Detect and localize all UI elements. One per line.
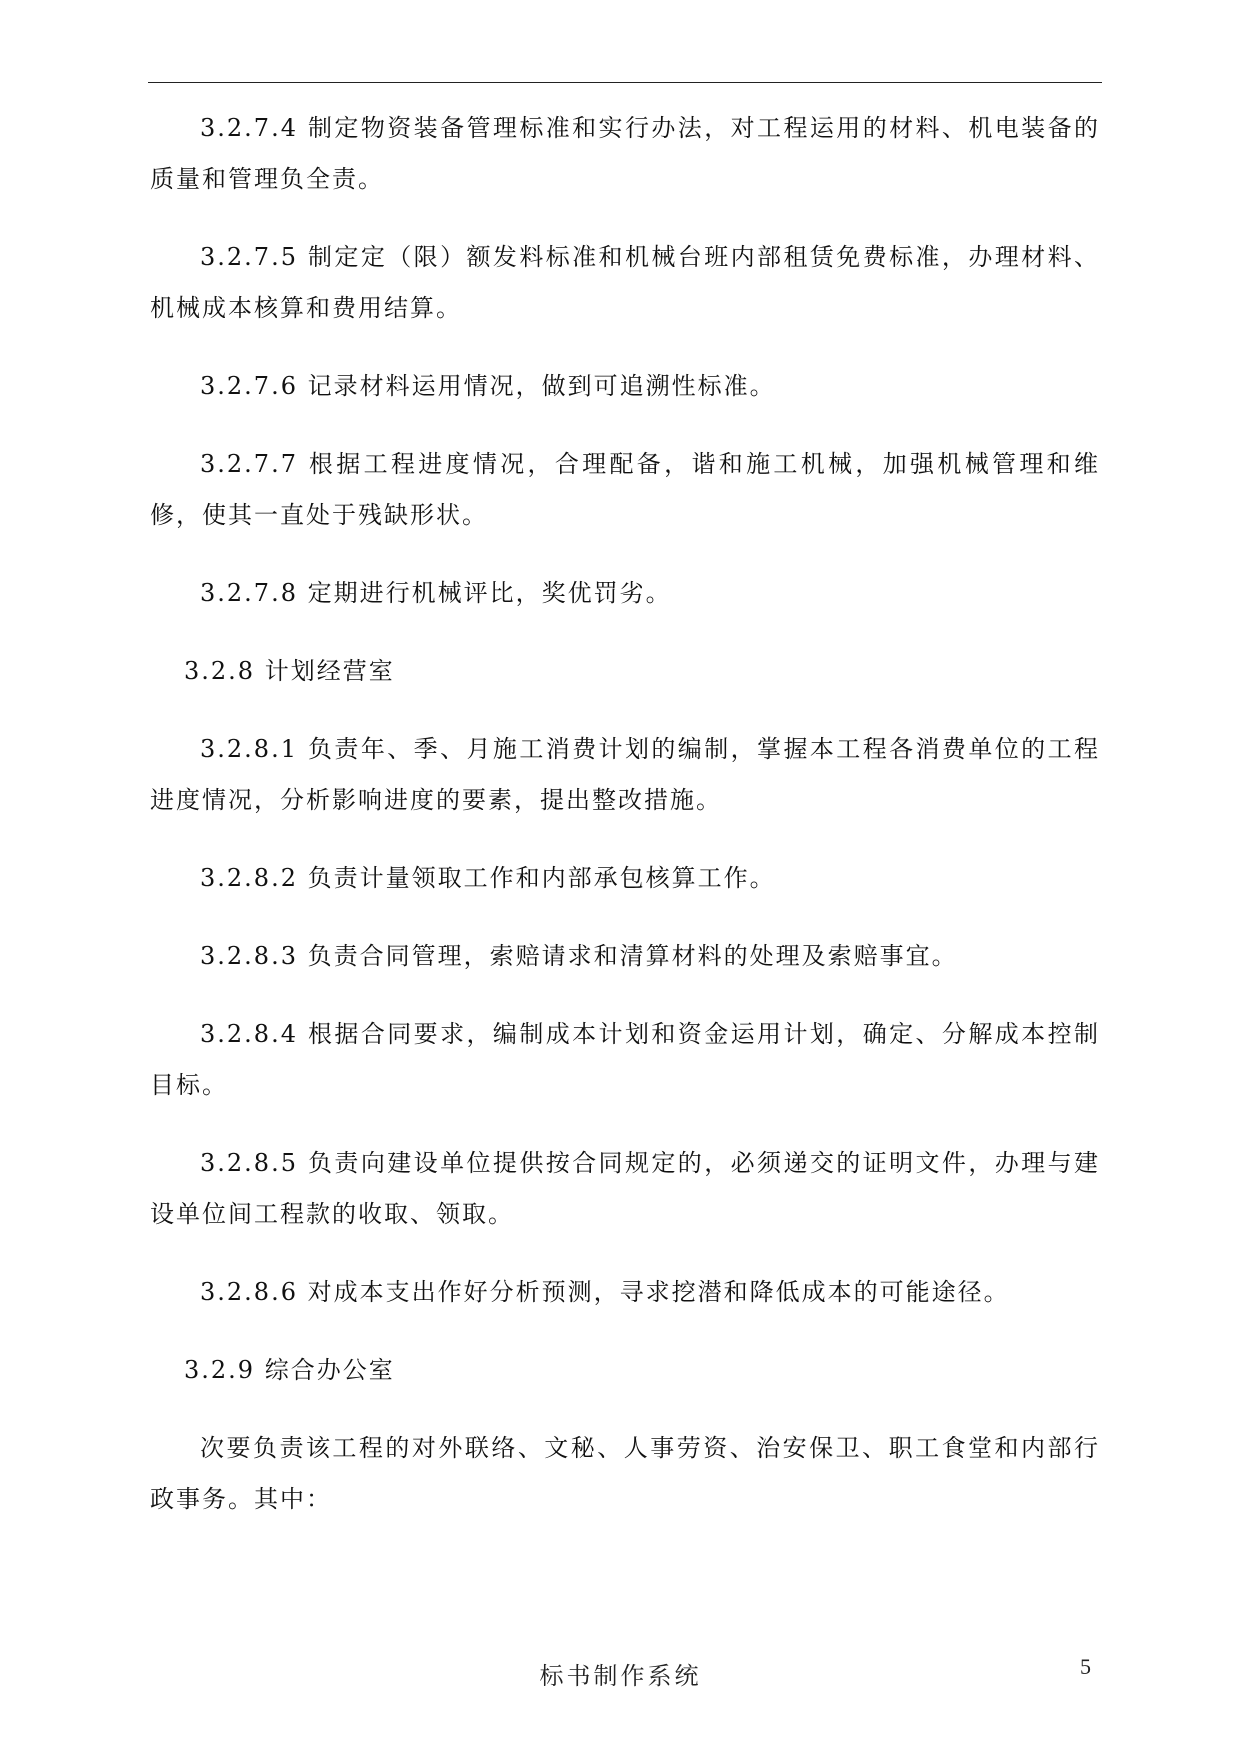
paragraph-3-2-8-5: 3.2.8.5 负责向建设单位提供按合同规定的，必须递交的证明文件，办理与建设单位间工程款的收取、领取。 bbox=[150, 1149, 1100, 1228]
page-number: 5 bbox=[1080, 1654, 1091, 1679]
paragraph-3-2-8-2: 3.2.8.2 负责计量领取工作和内部承包核算工作。 bbox=[200, 864, 776, 892]
footer-title: 标书制作系统 bbox=[539, 1662, 702, 1690]
paragraph-3-2-8-3: 3.2.8.3 负责合同管理，索赔请求和清算材料的处理及索赔事宜。 bbox=[200, 942, 958, 970]
paragraph-3-2-7-7: 3.2.7.7 根据工程进度情况，合理配备，谐和施工机械，加强机械管理和维修，使其一直处于残缺形状。 bbox=[150, 450, 1100, 529]
header-rule bbox=[148, 82, 1102, 83]
paragraph-3-2-8-1: 3.2.8.1 负责年、季、月施工消费计划的编制，掌握本工程各消费单位的工程进度情况，分析影响进度的要素，提出整改措施。 bbox=[150, 735, 1100, 814]
section-heading-3-2-9: 3.2.9 综合办公室 bbox=[184, 1356, 395, 1384]
paragraph-3-2-9-body: 次要负责该工程的对外联络、文秘、人事劳资、治安保卫、职工食堂和内部行政事务。其中： bbox=[150, 1434, 1100, 1513]
paragraph-3-2-7-5: 3.2.7.5 制定定（限）额发料标准和机械台班内部租赁免费标准，办理材料、机械成本核算和费用结算。 bbox=[150, 243, 1100, 322]
paragraph-3-2-7-6: 3.2.7.6 记录材料运用情况，做到可追溯性标准。 bbox=[200, 372, 776, 400]
section-heading-3-2-8: 3.2.8 计划经营室 bbox=[184, 657, 395, 685]
paragraph-3-2-8-4: 3.2.8.4 根据合同要求，编制成本计划和资金运用计划，确定、分解成本控制目标。 bbox=[150, 1020, 1100, 1099]
paragraph-3-2-8-6: 3.2.8.6 对成本支出作好分析预测，寻求挖潜和降低成本的可能途径。 bbox=[200, 1278, 1010, 1306]
paragraph-3-2-7-8: 3.2.7.8 定期进行机械评比，奖优罚劣。 bbox=[200, 579, 672, 607]
paragraph-3-2-7-4: 3.2.7.4 制定物资装备管理标准和实行办法，对工程运用的材料、机电装备的质量和管理负全责。 bbox=[150, 114, 1100, 193]
document-body bbox=[150, 103, 1100, 1552]
